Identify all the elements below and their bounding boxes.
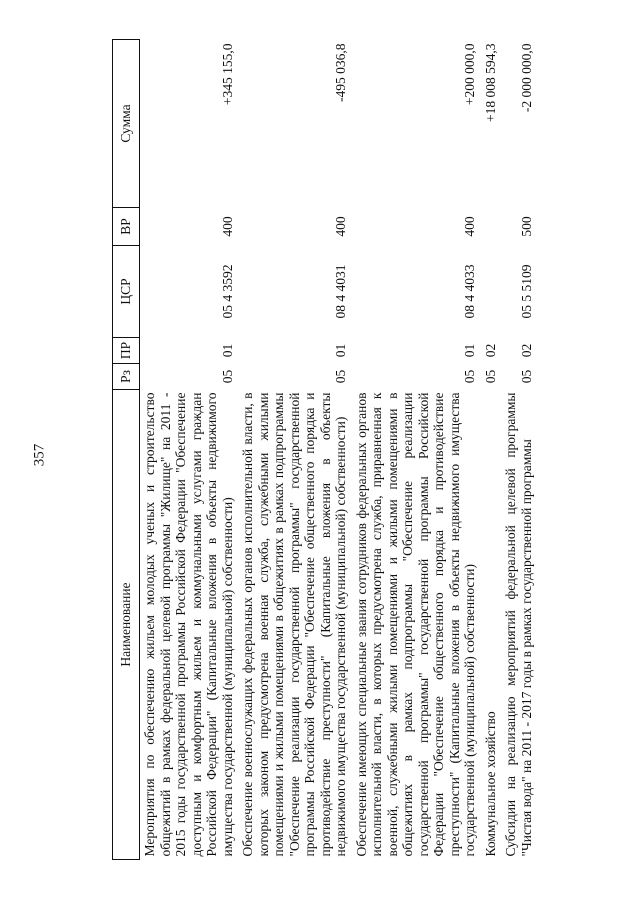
row-sum: -495 036,8 [333, 43, 348, 102]
row-csr [481, 246, 502, 338]
row-csr: 05 5 5109 [518, 264, 534, 319]
row-sum: +18 008 594,3 [482, 43, 498, 122]
row-name: Субсидии на реализацию мероприятий федеральной целевой программы "Чистая вода" на 2011 - 2017 годы в рамках государственной программы [503, 392, 534, 857]
header-vr: ВР [113, 208, 140, 246]
row-vr: 400 [462, 216, 477, 237]
table-row [352, 40, 481, 860]
row-pr: 02 [482, 343, 498, 358]
table-row [140, 40, 239, 860]
row-vr [481, 208, 502, 246]
row-csr: 05 4 3592 [219, 264, 235, 319]
row-vr: 400 [219, 216, 235, 237]
header-rz: Рз [113, 364, 140, 390]
row-pr: 01 [333, 343, 348, 358]
budget-table [112, 39, 537, 860]
table-row [481, 40, 502, 860]
header-sum: Сумма [113, 40, 140, 208]
table-row [501, 40, 537, 860]
rotated-table-container [112, 40, 607, 860]
row-rz: 05 [219, 369, 235, 384]
row-name: Обеспечение имеющих специальные звания сотрудников федеральных органов исполнительной власти, в которых предусмотрена служба, приравненная к военной, служебными жилыми помещениями и жилыми помещениями в общежитиях в рамках подпрограммы "Обеспечение реализации государственной программы" государственной программы Российской Федерации "Обеспечение общественного порядка и противодействие преступности" (Капитальные вложения в объекты недвижимого имущества государственной (муниципальной) собственности) [353, 392, 477, 857]
row-rz: 05 [333, 369, 348, 384]
row-sum: +345 155,0 [219, 43, 235, 106]
table-header-row [113, 40, 140, 860]
row-rz: 05 [462, 369, 477, 384]
row-pr: 01 [462, 343, 477, 358]
row-csr: 08 4 4031 [333, 264, 348, 319]
row-name: Мероприятия по обеспечению жильем молодых ученых и строительство общежитий в рамках федеральной целевой программы "Жилище" на 2011 - 2015 годы государственной программы Российской Федерации "Обеспечение доступным и комфортным жильем и коммунальными услугами граждан Российской Федерации" (Капитальные вложения в объекты недвижимого имущества государственной (муниципальной) собственности) [142, 392, 235, 857]
row-sum: -2 000 000,0 [518, 43, 534, 113]
row-vr: 400 [333, 216, 348, 237]
row-name: Коммунальное хозяйство [482, 711, 498, 857]
header-csr: ЦСР [113, 246, 140, 338]
row-sum: +200 000,0 [462, 43, 477, 106]
header-name: Наименование [113, 390, 140, 860]
page-number: 357 [31, 443, 48, 467]
row-rz: 05 [518, 369, 534, 384]
row-pr: 01 [219, 343, 235, 358]
row-csr: 08 4 4033 [462, 264, 477, 319]
row-name: Обеспечение военнослужащих федеральных органов исполнительной власти, в которых законом предусмотрена военная служба, служебными жилыми помещениями и жилыми помещениями в общежитиях в рамках подпрограммы "Обеспечение реализации государственной программы" государственной программы Российской Федерации "Обеспечение общественного порядка и противодействие преступности" (Капитальные вложения в объекты недвижимого имущества государственной (муниципальной) собственности) [240, 392, 348, 857]
table-row [238, 40, 352, 860]
header-pr: ПР [113, 338, 140, 364]
row-vr: 500 [518, 216, 534, 237]
row-pr: 02 [518, 343, 534, 358]
row-rz: 05 [482, 369, 498, 384]
